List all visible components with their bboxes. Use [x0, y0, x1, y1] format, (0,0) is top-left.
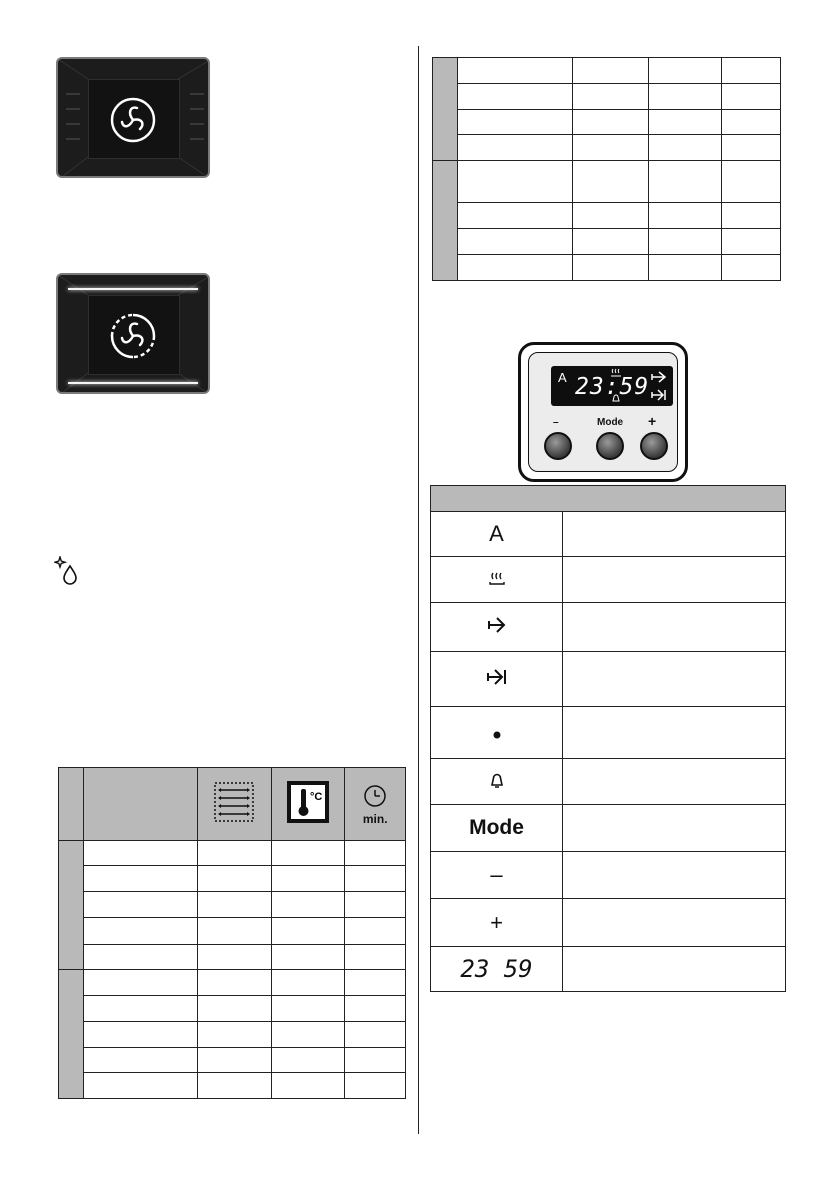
- legend-symbol-mode: [431, 805, 563, 852]
- table-cell: [83, 996, 198, 1022]
- legend-description: [563, 707, 786, 759]
- dot-icon: [492, 730, 502, 740]
- group-label-cell: [433, 58, 458, 161]
- table-cell: [198, 1022, 272, 1048]
- table-cell: [198, 892, 272, 918]
- table-cell: [649, 110, 722, 135]
- table-cell: [83, 841, 198, 866]
- legend-description: [563, 947, 786, 992]
- shelf-levels-icon: [212, 780, 256, 824]
- legend-description: [563, 652, 786, 707]
- table-cell: [722, 84, 781, 110]
- table-cell: [271, 996, 345, 1022]
- display-symbol-legend: [430, 485, 786, 992]
- column-divider: [418, 46, 419, 1134]
- legend-symbol-plus: [431, 899, 563, 947]
- table-cell: [649, 203, 722, 229]
- table-cell: [573, 255, 649, 281]
- mode-symbol: Mode: [469, 816, 524, 839]
- table-cell: [649, 58, 722, 84]
- mode-button[interactable]: [596, 432, 624, 460]
- table-cell: [198, 1048, 272, 1073]
- table-cell: [271, 945, 345, 970]
- table-cell: [573, 135, 649, 161]
- legend-description: [563, 557, 786, 603]
- table-cell: [345, 1048, 406, 1073]
- table-cell: [345, 1022, 406, 1048]
- table-cell: [198, 841, 272, 866]
- group-label-cell: [59, 841, 84, 970]
- arrow-right-bar-icon: [651, 389, 667, 401]
- time-readout: 23:59: [575, 374, 650, 400]
- table-cell: [722, 255, 781, 281]
- table-cell: [345, 866, 406, 892]
- arrow-right-bar-icon: [485, 668, 509, 686]
- plus-symbol: +: [490, 909, 503, 935]
- table-cell: [458, 84, 573, 110]
- timer-panel-face: [528, 352, 678, 472]
- table-cell: [198, 970, 272, 996]
- table-cell: [83, 918, 198, 945]
- header-temperature-cell: [271, 768, 345, 841]
- table-cell: [649, 229, 722, 255]
- header-cell: [83, 768, 198, 841]
- minus-label: –: [553, 417, 559, 428]
- table-cell: [458, 161, 573, 203]
- table-cell: [83, 1022, 198, 1048]
- legend-symbol-dot: [431, 707, 563, 759]
- legend-symbol-end: [431, 652, 563, 707]
- table-cell: [458, 203, 573, 229]
- table-cell: [198, 945, 272, 970]
- legend-description: [563, 603, 786, 652]
- table-cell: [271, 866, 345, 892]
- minus-button[interactable]: [544, 432, 572, 460]
- table-cell: [722, 161, 781, 203]
- header-shelf-cell: [198, 768, 272, 841]
- timer-control-panel: [518, 342, 688, 482]
- oven-fan-illustration: [56, 57, 210, 178]
- table-cell: [83, 892, 198, 918]
- table-cell: [573, 161, 649, 203]
- left-cooking-table: [58, 767, 406, 1099]
- legend-description: [563, 805, 786, 852]
- right-cooking-table: [432, 57, 781, 281]
- table-cell: [458, 229, 573, 255]
- header-cell: [59, 768, 84, 841]
- legend-header: [431, 486, 786, 512]
- legend-symbol-heat: [431, 557, 563, 603]
- table-cell: [83, 1073, 198, 1099]
- table-cell: [271, 1048, 345, 1073]
- table-cell: [271, 970, 345, 996]
- table-cell: [198, 866, 272, 892]
- table-cell: [722, 203, 781, 229]
- group-label-cell: [59, 970, 84, 1099]
- table-cell: [573, 84, 649, 110]
- timer-display: [551, 366, 673, 406]
- clock-icon: [362, 783, 388, 809]
- sparkle-drop-icon: [54, 556, 80, 586]
- table-cell: [573, 110, 649, 135]
- heat-icon: [488, 571, 506, 587]
- thermometer-celsius-icon: [286, 780, 330, 824]
- table-cell: [722, 58, 781, 84]
- legend-description: [563, 852, 786, 899]
- time-symbol: 23 59: [460, 955, 533, 983]
- table-cell: [345, 945, 406, 970]
- table-cell: [649, 84, 722, 110]
- top-heating-element: [68, 288, 198, 290]
- table-cell: [458, 110, 573, 135]
- legend-description: [563, 512, 786, 557]
- table-cell: [83, 866, 198, 892]
- table-cell: [271, 1073, 345, 1099]
- table-cell: [271, 918, 345, 945]
- svg-text:°C: °C: [310, 790, 323, 803]
- table-cell: [458, 255, 573, 281]
- bell-icon: [612, 394, 620, 403]
- table-cell: [345, 841, 406, 866]
- table-cell: [198, 1073, 272, 1099]
- auto-indicator: A: [558, 370, 567, 385]
- table-cell: [573, 203, 649, 229]
- table-cell: [83, 1048, 198, 1073]
- oven-fan-heating-illustration: [56, 273, 210, 394]
- plus-label: +: [648, 413, 657, 429]
- bell-icon: [490, 773, 504, 789]
- clock-unit-label: min.: [362, 811, 388, 826]
- table-cell: [573, 58, 649, 84]
- minus-symbol: –: [490, 862, 503, 887]
- legend-symbol-auto: [431, 512, 563, 557]
- legend-symbol-bell: [431, 759, 563, 805]
- table-cell: [345, 1073, 406, 1099]
- table-cell: [573, 229, 649, 255]
- arrow-right-icon: [486, 616, 508, 634]
- table-cell: [649, 255, 722, 281]
- legend-description: [563, 759, 786, 805]
- table-cell: [722, 110, 781, 135]
- table-cell: [722, 135, 781, 161]
- bottom-heating-element: [68, 382, 198, 384]
- table-cell: [345, 918, 406, 945]
- fan-ring-icon: [109, 312, 157, 360]
- header-time-cell: [345, 768, 406, 841]
- legend-symbol-minus: [431, 852, 563, 899]
- group-label-cell: [433, 161, 458, 281]
- table-cell: [722, 229, 781, 255]
- table-cell: [83, 945, 198, 970]
- auto-symbol: A: [489, 521, 504, 546]
- plus-button[interactable]: [640, 432, 668, 460]
- legend-symbol-start: [431, 603, 563, 652]
- legend-description: [563, 899, 786, 947]
- mode-label: Mode: [597, 417, 624, 428]
- table-cell: [649, 135, 722, 161]
- table-cell: [649, 161, 722, 203]
- table-cell: [271, 841, 345, 866]
- table-cell: [345, 892, 406, 918]
- heat-icon: [610, 368, 622, 378]
- table-cell: [271, 1022, 345, 1048]
- table-cell: [458, 58, 573, 84]
- table-cell: [198, 918, 272, 945]
- table-cell: [458, 135, 573, 161]
- table-cell: [83, 970, 198, 996]
- table-cell: [198, 996, 272, 1022]
- arrow-right-icon: [651, 371, 667, 383]
- table-cell: [271, 892, 345, 918]
- table-cell: [345, 970, 406, 996]
- legend-symbol-time: [431, 947, 563, 992]
- fan-icon: [109, 96, 157, 144]
- table-cell: [345, 996, 406, 1022]
